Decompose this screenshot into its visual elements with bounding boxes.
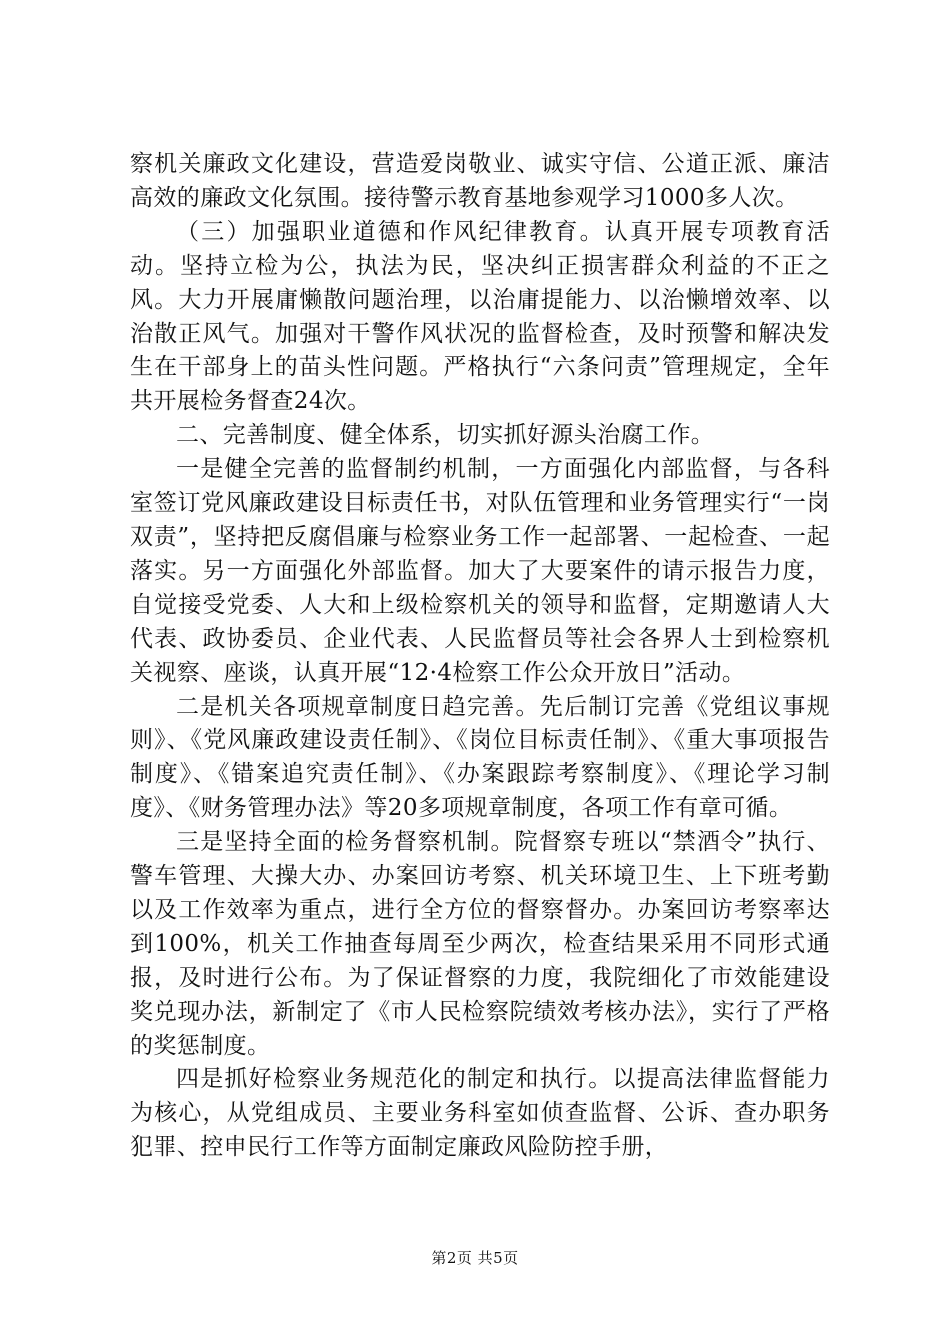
paragraph-supervision-mechanism: 一是健全完善的监督制约机制，一方面强化内部监督，与各科室签订党风廉政建设目标责任书，对队伍管理和业务管理实行“一岗双责”，坚持把反腐倡廉与检察业务工作一起部署、一起检查、一起落实。另一方面强化外部监督。加大了大要案件的请示报告力度，自觉接受党委、人大和上级检察机关的领导和监督，定期邀请人大代表、政协委员、企业代表、人民监督员等社会各界人士到检察机关视察、座谈，认真开展“12·4检察工作公众开放日”活动。 <box>130 456 830 686</box>
page-number-footer: 第2页 共5页 <box>431 1249 519 1267</box>
paragraph-inspection-mechanism: 三是坚持全面的检务督察机制。院督察专班以“禁酒令”执行、警车管理、大操大办、办案回访考察、机关环境卫生、上下班考勤以及工作效率为重点，进行全方位的督察督办。办案回访考察率达到100%，机关工作抽查每周至少两次，检查结果采用不同形式通报，及时进行公布。为了保证督察的力度，我院细化了市效能建设奖兑现办法，新制定了《市人民检察院绩效考核办法》，实行了严格的奖惩制度。 <box>130 829 830 1059</box>
paragraph-business-standardization: 四是抓好检察业务规范化的制定和执行。以提高法律监督能力为核心，从党组成员、主要业务科室如侦查监督、公诉、查办职务犯罪、控申民行工作等方面制定廉政风险防控手册， <box>130 1066 830 1161</box>
paragraph-culture-building: 察机关廉政文化建设，营造爱岗敬业、诚实守信、公道正派、廉洁高效的廉政文化氛围。接待警示教育基地参观学习1000多人次。 <box>130 151 830 211</box>
paragraph-rules-system: 二是机关各项规章制度日趋完善。先后制订完善《党组议事规则》、《党风廉政建设责任制》、《岗位目标责任制》、《重大事项报告制度》、《错案追究责任制》、《办案跟踪考察制度》、《理论学习制度》、《财务管理办法》等20多项规章制度，各项工作有章可循。 <box>130 693 830 822</box>
document-body <box>130 148 830 1165</box>
paragraph-ethics-education: （三）加强职业道德和作风纪律教育。认真开展专项教育活动。坚持立检为公，执法为民，坚决纠正损害群众利益的不正之风。大力开展庸懒散问题治理，以治庸提能力、以治懒增效率、以治散正风气。加强对干警作风状况的监督检查，及时预警和解决发生在干部身上的苗头性问题。严格执行“六条问责”管理规定，全年共开展检务督查24次。 <box>130 218 830 415</box>
section-heading-system-building: 二、完善制度、健全体系，切实抓好源头治腐工作。 <box>176 422 715 449</box>
